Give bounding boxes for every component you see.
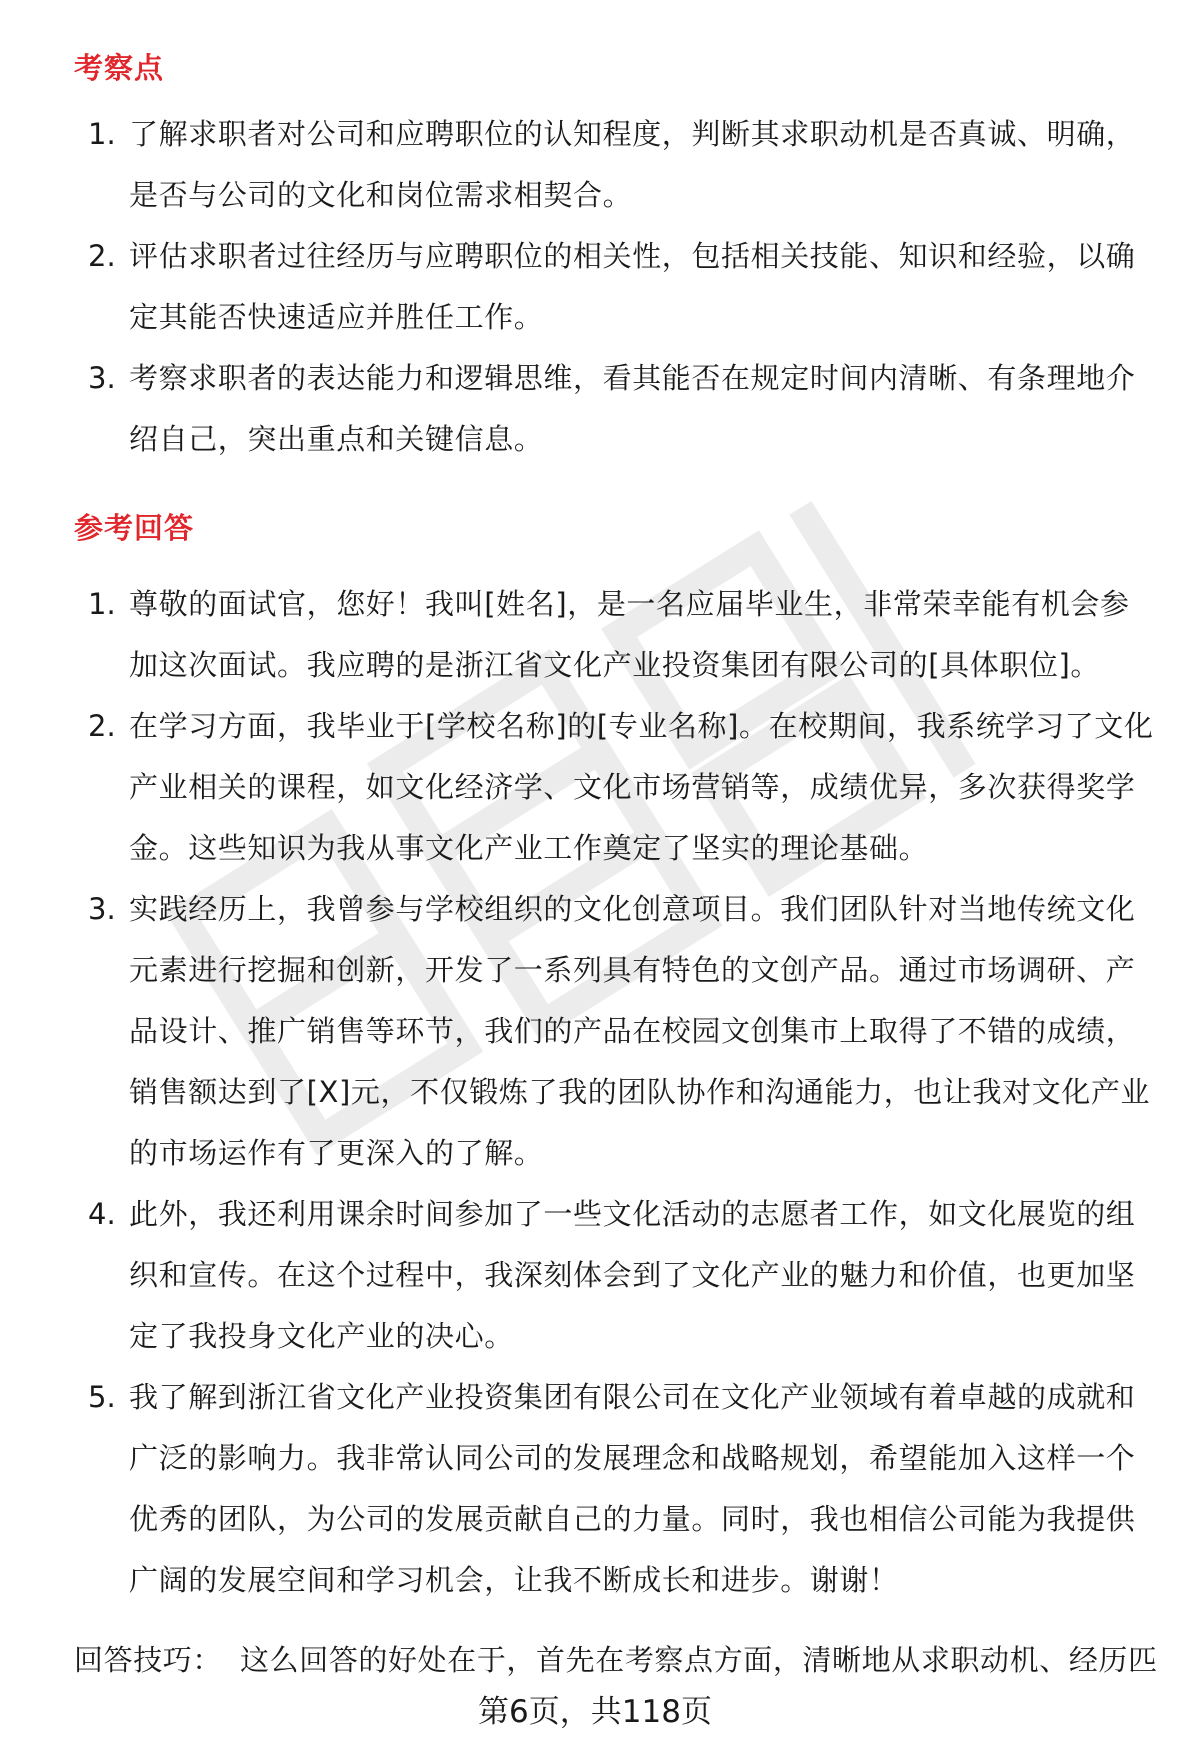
exam-points-list <box>0 104 1190 470</box>
list-item-text: 实践经历上，我曾参与学校组织的文化创意项目。我们团队针对当地传统文化元素进行挖掘和创新，开发了一系列具有特色的文创产品。通过市场调研、产品设计、推广销售等环节，我们的产品在校园文创集市上取得了不错的成绩，销售额达到了[X]元，不仅锻炼了我的团队协作和沟通能力，也让我对文化产业的市场运作有了更深入的了解。 <box>129 892 1151 1170</box>
list-item-number: 2. <box>88 239 116 273</box>
answer-tip <box>74 1638 1174 1682</box>
list-item-number: 3. <box>88 892 116 926</box>
list-item-number: 4. <box>88 1197 116 1231</box>
list-item <box>0 348 1190 470</box>
list-item-text: 了解求职者对公司和应聘职位的认知程度，判断其求职动机是否真诚、明确，是否与公司的文化和岗位需求相契合。 <box>129 117 1136 212</box>
list-item <box>0 879 1190 1184</box>
list-item-number: 3. <box>88 361 116 395</box>
list-item-text: 在学习方面，我毕业于[学校名称]的[专业名称]。在校期间，我系统学习了文化产业相关的课程，如文化经济学、文化市场营销等，成绩优异，多次获得奖学金。这些知识为我从事文化产业工作奠定了坚实的理论基础。 <box>129 709 1154 865</box>
list-item <box>0 1367 1190 1611</box>
list-item <box>0 696 1190 879</box>
list-item-number: 5. <box>88 1380 116 1414</box>
list-item <box>0 226 1190 348</box>
list-item-text: 我了解到浙江省文化产业投资集团有限公司在文化产业领域有着卓越的成就和广泛的影响力。我非常认同公司的发展理念和战略规划，希望能加入这样一个优秀的团队，为公司的发展贡献自己的力量。同时，我也相信公司能为我提供广阔的发展空间和学习机会，让我不断成长和进步。谢谢！ <box>129 1380 1136 1597</box>
section-title-exam-points: 考察点 <box>74 51 165 85</box>
list-item <box>0 104 1190 226</box>
answer-tip-label: 回答技巧： <box>74 1643 223 1677</box>
list-item <box>0 1184 1190 1367</box>
reference-answer-list <box>0 574 1190 1611</box>
section-title-reference-answer: 参考回答 <box>74 511 195 545</box>
list-item <box>0 574 1190 696</box>
list-item-text: 尊敬的面试官，您好！我叫[姓名]，是一名应届毕业生，非常荣幸能有机会参加这次面试。我应聘的是浙江省文化产业投资集团有限公司的[具体职位]。 <box>129 587 1130 682</box>
list-item-text: 考察求职者的表达能力和逻辑思维，看其能否在规定时间内清晰、有条理地介绍自己，突出重点和关键信息。 <box>129 361 1136 456</box>
list-item-number: 1. <box>88 587 116 621</box>
list-item-number: 1. <box>88 117 116 151</box>
list-item-text: 评估求职者过往经历与应聘职位的相关性，包括相关技能、知识和经验，以确定其能否快速适应并胜任工作。 <box>129 239 1136 334</box>
page-number: 第6页，共118页 <box>478 1694 712 1730</box>
answer-tip-text: 这么回答的好处在于，首先在考察点方面，清晰地从求职动机、经历匹 <box>240 1643 1158 1677</box>
list-item-text: 此外，我还利用课余时间参加了一些文化活动的志愿者工作，如文化展览的组织和宣传。在这个过程中，我深刻体会到了文化产业的魅力和价值，也更加坚定了我投身文化产业的决心。 <box>129 1197 1136 1353</box>
list-item-number: 2. <box>88 709 116 743</box>
